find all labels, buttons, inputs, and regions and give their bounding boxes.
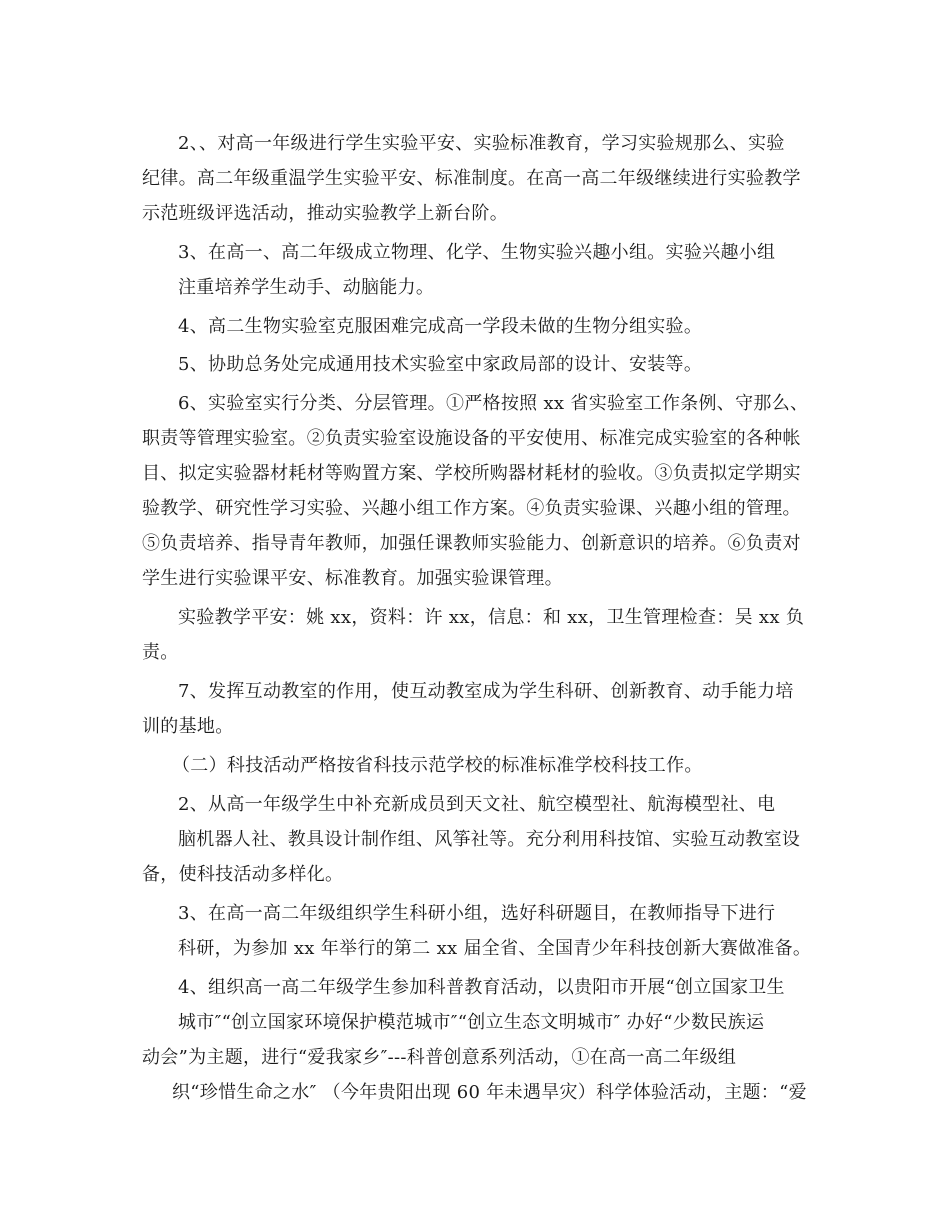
text-line: 织“珍惜生命之水″ （今年贵阳出现 60 年未遇旱灾）科学体验活动，主题：“爱 xyxy=(172,1082,807,1103)
text-line: 训的基地。 xyxy=(142,716,234,737)
text-line: 5、协助总务处完成通用技术实验室中家政局部的设计、安装等。 xyxy=(178,354,703,375)
text-line: 6、实验室实行分类、分层管理。①严格按照 xx 省实验室工作条例、守那么、 xyxy=(178,393,809,414)
text-line: 2、从高一年级学生中补充新成员到天文社、航空模型社、航海模型社、电 xyxy=(178,794,776,815)
text-line: 3、在高一、高二年级成立物理、化学、生物实验兴趣小组。实验兴趣小组 xyxy=(178,242,776,263)
text-line: 职责等管理实验室。②负责实验室设施设备的平安使用、标准完成实验室的各种帐 xyxy=(142,428,801,449)
text-line: （二）科技活动严格按省科技示范学校的标准标准学校科技工作。 xyxy=(172,755,703,776)
text-line: 实验教学平安：姚 xx，资料：许 xx，信息：和 xx，卫生管理检查：吴 xx 负 xyxy=(178,607,805,628)
text-line: 示范班级评选活动，推动实验教学上新台阶。 xyxy=(142,203,508,224)
text-line: 科研，为参加 xx 年举行的第二 xx 届全省、全国青少年科技创新大赛做准备。 xyxy=(178,938,812,959)
text-line: 目、拟定实验器材耗材等购置方案、学校所购器材耗材的验收。③负责拟定学期实 xyxy=(142,463,801,484)
text-line: 动会”为主题，进行“爱我家乡″---科普创意系列活动，①在高一高二年级组 xyxy=(142,1047,737,1068)
text-line: 学生进行实验课平安、标准教育。加强实验课管理。 xyxy=(142,568,563,589)
text-line: 备，使科技活动多样化。 xyxy=(142,864,344,885)
text-line: 4、组织高一高二年级学生参加科普教育活动，以贵阳市开展“创立国家卫生 xyxy=(178,977,785,998)
text-line: 脑机器人社、教具设计制作组、风筝社等。充分利用科技馆、实验互动教室设 xyxy=(178,829,801,850)
text-line: 验教学、研究性学习实验、兴趣小组工作方案。④负责实验课、兴趣小组的管理。 xyxy=(142,498,801,519)
text-line: 责。 xyxy=(142,642,179,663)
text-line: ⑤负责培养、指导青年教师，加强任课教师实验能力、创新意识的培养。⑥负责对 xyxy=(142,533,801,554)
text-line: 7、发挥互动教室的作用，使互动教室成为学生科研、创新教育、动手能力培 xyxy=(178,681,794,702)
text-line: 纪律。高二年级重温学生实验平安、标准制度。在高一高二年级继续进行实验教学 xyxy=(142,168,801,189)
text-line: 城市″“创立国家环境保护模范城市″“创立生态文明城市″ 办好“少数民族运 xyxy=(178,1012,765,1033)
text-line: 2、、对高一年级进行学生实验平安、实验标准教育，学习实验规那么、实验 xyxy=(178,133,785,154)
text-line: 3、在高一高二年级组织学生科研小组，选好科研题目，在教师指导下进行 xyxy=(178,903,776,924)
text-line: 注重培养学生动手、动脑能力。 xyxy=(178,277,435,298)
text-line: 4、高二生物实验室克服困难完成高一学段未做的生物分组实验。 xyxy=(178,316,703,337)
